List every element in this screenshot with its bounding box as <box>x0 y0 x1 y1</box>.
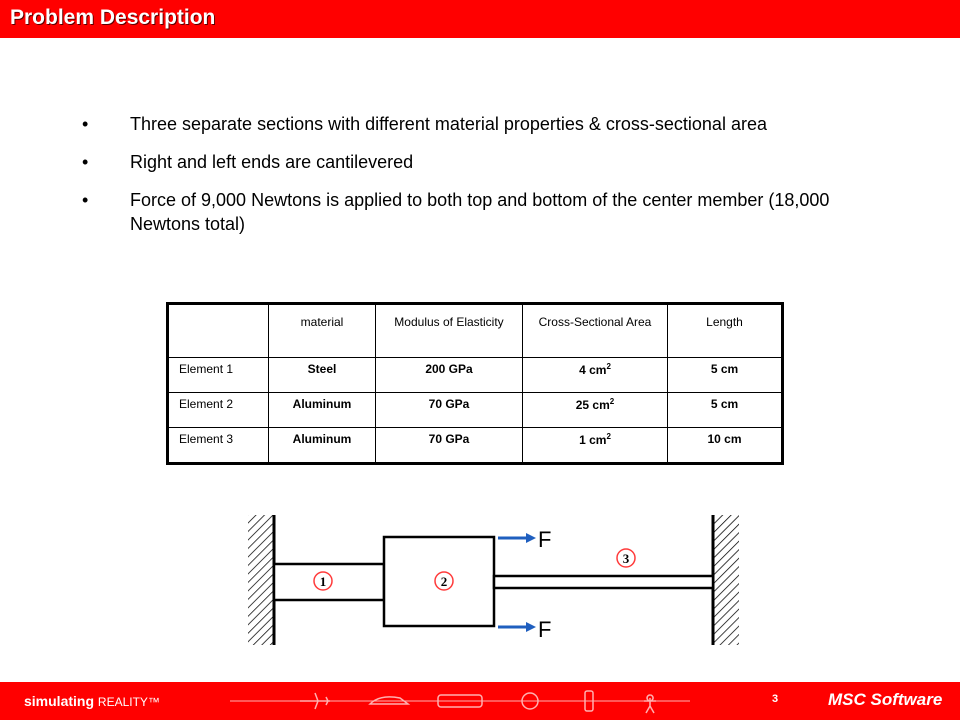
header-cell-modulus: Modulus of Elasticity <box>376 304 523 358</box>
element-3-bar <box>494 576 713 588</box>
table-row <box>168 393 783 428</box>
bullet-dot: • <box>82 152 89 172</box>
bullet-text: Three separate sections with different material properties & cross-sectional area <box>130 114 767 134</box>
area-exponent: 2 <box>606 362 611 371</box>
area-cell <box>523 428 668 464</box>
header-cell-length: Length <box>668 304 783 358</box>
title-bar <box>0 0 960 38</box>
element-label-2: 2 <box>440 574 448 589</box>
force-label-bottom: F <box>538 617 552 642</box>
bullet-dot: • <box>82 114 89 134</box>
header-cell-material: material <box>269 304 376 358</box>
material-cell: Aluminum <box>269 393 376 428</box>
bar-diagram <box>240 505 750 650</box>
footer-icon-strip <box>230 686 690 716</box>
length-cell: 5 cm <box>668 393 783 428</box>
table-row <box>168 358 783 393</box>
modulus-cell: 70 GPa <box>376 428 523 464</box>
area-exponent: 2 <box>606 432 611 441</box>
modulus-cell: 70 GPa <box>376 393 523 428</box>
force-arrowhead-top <box>526 533 536 543</box>
bullet-item <box>82 188 882 236</box>
page-number: 3 <box>772 693 779 705</box>
row-label: Element 3 <box>168 428 269 464</box>
force-arrowhead-bottom <box>526 622 536 632</box>
force-label-top: F <box>538 527 552 552</box>
area-cell <box>523 358 668 393</box>
right-wall-hatch <box>714 515 739 645</box>
material-cell: Steel <box>269 358 376 393</box>
bullet-item <box>82 150 882 174</box>
material-cell: Aluminum <box>269 428 376 464</box>
bullet-item <box>82 112 882 136</box>
properties-table <box>166 302 784 465</box>
msc-logo: MSC Software <box>828 690 943 709</box>
person-icon <box>644 695 656 713</box>
tagline-text: simulating <box>24 693 95 709</box>
car-icon <box>370 697 408 704</box>
area-value: 1 cm <box>579 433 607 447</box>
row-label: Element 2 <box>168 393 269 428</box>
area-cell <box>523 393 668 428</box>
tagline-suffix: REALITY™ <box>97 695 160 709</box>
header-cell-area: Cross-Sectional Area <box>523 304 668 358</box>
element-label-1: 1 <box>319 574 327 589</box>
area-value: 25 cm <box>575 398 610 412</box>
left-wall-hatch <box>248 515 273 645</box>
bullet-text: Force of 9,000 Newtons is applied to both top and bottom of the center member (18,000 Newtons total) <box>130 190 830 234</box>
page-title: Problem Description <box>10 6 216 29</box>
element-label-3: 3 <box>622 551 630 566</box>
bullet-dot: • <box>82 190 89 210</box>
airplane-icon <box>300 693 330 709</box>
area-value: 4 cm <box>579 363 607 377</box>
modulus-cell: 200 GPa <box>376 358 523 393</box>
bullet-text: Right and left ends are cantilevered <box>130 152 414 172</box>
table-header-row <box>168 304 783 358</box>
length-cell: 5 cm <box>668 358 783 393</box>
header-cell-empty <box>168 304 269 358</box>
length-cell: 10 cm <box>668 428 783 464</box>
area-exponent: 2 <box>609 397 615 406</box>
row-label: Element 1 <box>168 358 269 393</box>
bullet-list <box>82 112 882 250</box>
footer-tagline <box>24 693 160 709</box>
table-row <box>168 428 783 464</box>
footer-bar <box>0 682 960 720</box>
